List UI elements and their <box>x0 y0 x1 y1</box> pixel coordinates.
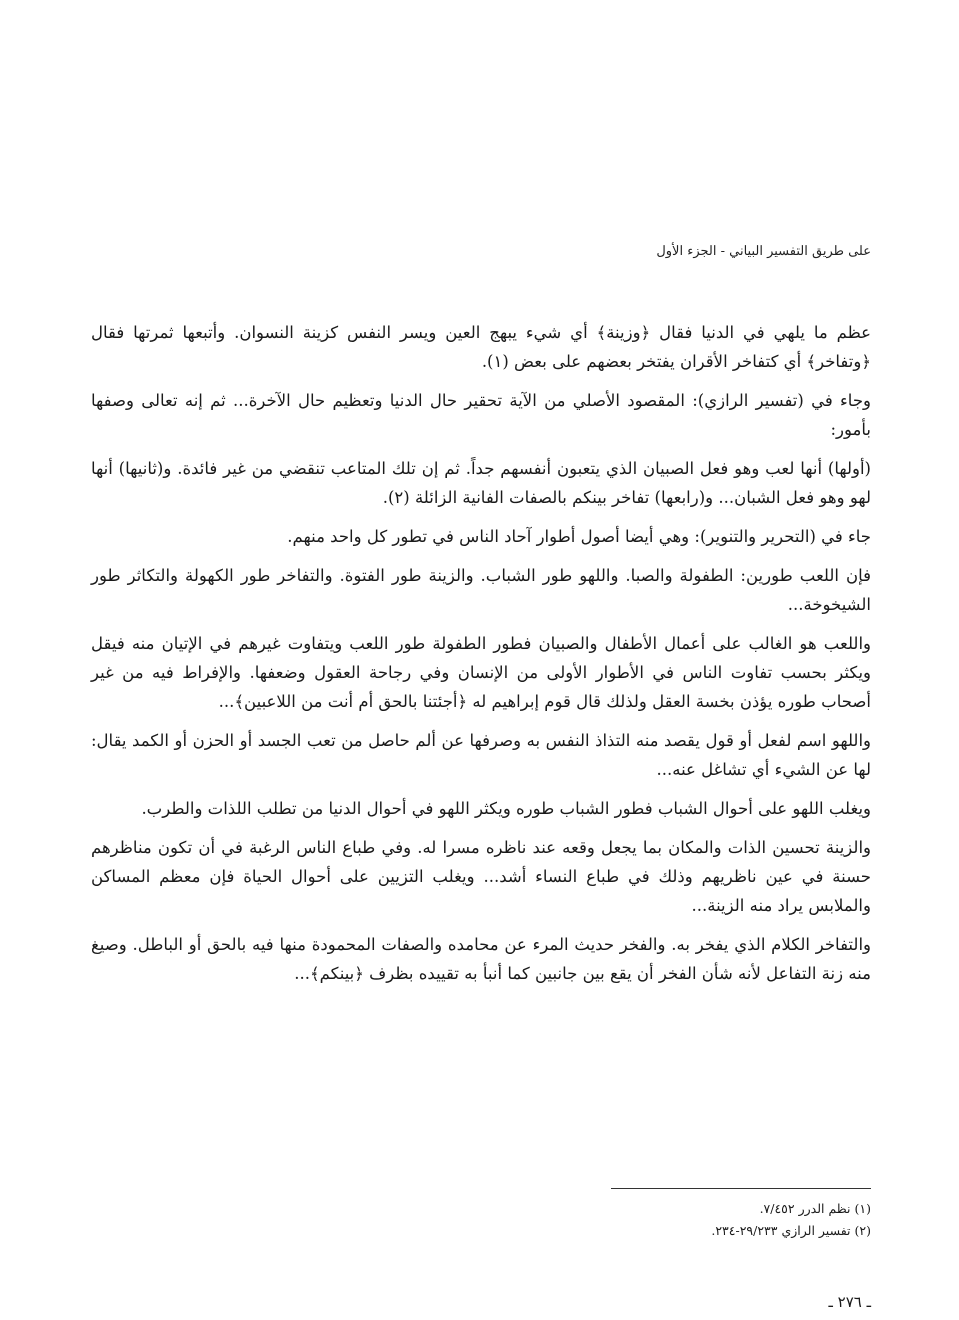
body-text <box>91 318 871 998</box>
paragraph: جاء في (التحرير والتنوير): وهي أيضا أصول أطوار آحاد الناس في تطور كل واحد منهم. <box>287 527 871 546</box>
page-number: ـ ٢٧٦ ـ <box>828 1293 871 1311</box>
footnote: (١) نظم الدرر ٧/٤٥٢. <box>759 1201 871 1216</box>
footnote-divider <box>611 1188 871 1189</box>
footnote: (٢) تفسير الرازي ٢٩/٢٣٣-٢٣٤. <box>711 1223 871 1238</box>
paragraph: واللهو اسم لفعل أو قول يقصد منه التذاذ النفس به وصرفها عن ألم حاصل من تعب الجسد أو الحزن أو الكمد يقال: لها عن الشيء أي تشاغل عنه... <box>91 731 871 779</box>
paragraph: عظم ما يلهي في الدنيا فقال ﴿وزينة﴾ أي شيء يبهج العين ويسر النفس كزينة النسوان. وأتبعها ثمرتها فقال ﴿وتفاخر﴾ أي كتفاخر الأقران يفتخر بعضهم على بعض (١). <box>91 323 871 371</box>
paragraph: فإن اللعب طورين: الطفولة والصبا. واللهو طور الشباب. والزينة طور الفتوة. والتفاخر طور الكهولة والتكاثر طور الشيخوخة... <box>91 566 871 614</box>
footnotes <box>271 1198 871 1242</box>
running-header: على طريق التفسير البياني - الجزء الأول <box>656 244 871 259</box>
paragraph: والزينة تحسين الذات والمكان بما يجعل وقعه عند ناظره مسرا له. وفي طباع الناس الرغبة في أن تكون مناظرهم حسنة في عين ناظريهم وذلك في طباع النساء أشد... ويغلب التزيين على أحوال الحياة فإن معظم المساكن والملابس يراد منه الزينة... <box>91 838 871 915</box>
paragraph: واللعب هو الغالب على أعمال الأطفال والصبيان فطور الطفولة طور اللعب ويتفاوت غيرهم في الإتيان منه فيقل ويكثر بحسب تفاوت الناس في الأطوار الأولى من الإنسان وفي رجاحة العقول وضعفها. والإفراط فيه من غير أصحاب طوره يؤذن بخسة العقل ولذلك قال قوم إبراهيم له ﴿أجئتنا بالحق أم أنت من اللاعبين﴾... <box>91 634 871 711</box>
paragraph: والتفاخر الكلام الذي يفخر به. والفخر حديث المرء عن محامده والصفات المحمودة منها فيه بالحق أو الباطل. وصيغ منه زنة التفاعل لأنه شأن الفخر أن يقع بين جانبين كما أنبأ به تقييده بظرف ﴿بينكم﴾... <box>91 935 871 983</box>
paragraph: ويغلب اللهو على أحوال الشباب فطور الشباب طوره ويكثر اللهو في أحوال الدنيا من تطلب اللذات والطرب. <box>141 799 871 818</box>
paragraph: (أولها) أنها لعب وهو فعل الصبيان الذي يتعبون أنفسهم جداً. ثم إن تلك المتاعب تنقضي من غير فائدة. و(ثانيها) أنها لهو وهو فعل الشبان... و(رابعها) تفاخر بينكم بالصفات الفانية الزائلة (٢). <box>91 459 871 507</box>
paragraph: وجاء في (تفسير الرازي): المقصود الأصلي من الآية تحقير حال الدنيا وتعظيم حال الآخرة... ثم إنه تعالى وصفها بأمور: <box>91 391 871 439</box>
